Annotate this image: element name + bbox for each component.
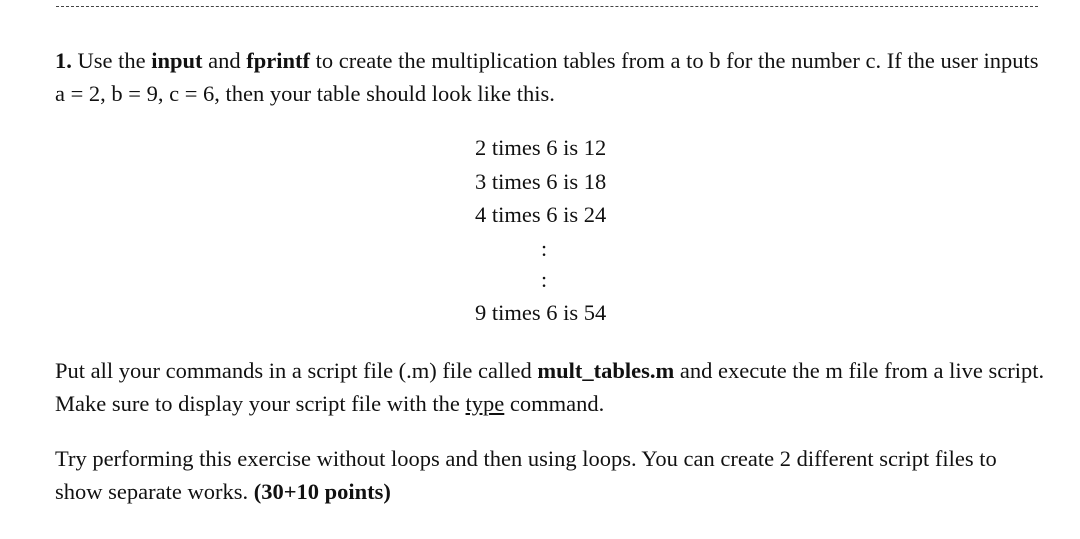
problem-number: 1. — [55, 48, 72, 73]
script-text-a: Put all your commands in a script file (.m) file called — [55, 358, 538, 383]
problem-text-c: to create the multiplication tables from a to b for the number c. If the user inputs a = 2, b = 9, c = 6, then your table should look like this. — [55, 48, 1039, 106]
problem-text-a: Use the — [71, 48, 152, 73]
script-text-b: and execute the m file from a live script. Make sure to display your script file with the — [55, 358, 1045, 416]
table-line: 2 times 6 is 12 — [475, 135, 607, 160]
table-line: 4 times 6 is 24 — [475, 202, 607, 227]
ellipsis-dots: : — [541, 236, 548, 261]
loops-instructions — [55, 442, 1045, 508]
top-dashed-rule — [56, 6, 1038, 7]
fprintf-keyword: fprintf — [246, 48, 311, 73]
loops-text: Try performing this exercise without loops and then using loops. You can create 2 different script files to show separate works. — [55, 446, 997, 504]
ellipsis-dots: : — [541, 267, 548, 292]
input-keyword: input — [151, 48, 203, 73]
table-line: 9 times 6 is 54 — [475, 300, 607, 325]
problem-statement — [55, 44, 1045, 110]
type-command-link: type — [465, 391, 505, 416]
problem-text-b: and — [202, 48, 247, 73]
script-filename: mult_tables.m — [537, 358, 675, 383]
script-text-c: command. — [504, 391, 605, 416]
table-line: 3 times 6 is 18 — [475, 169, 607, 194]
points-label: (30+10 points) — [253, 479, 391, 504]
script-instructions — [55, 354, 1045, 420]
